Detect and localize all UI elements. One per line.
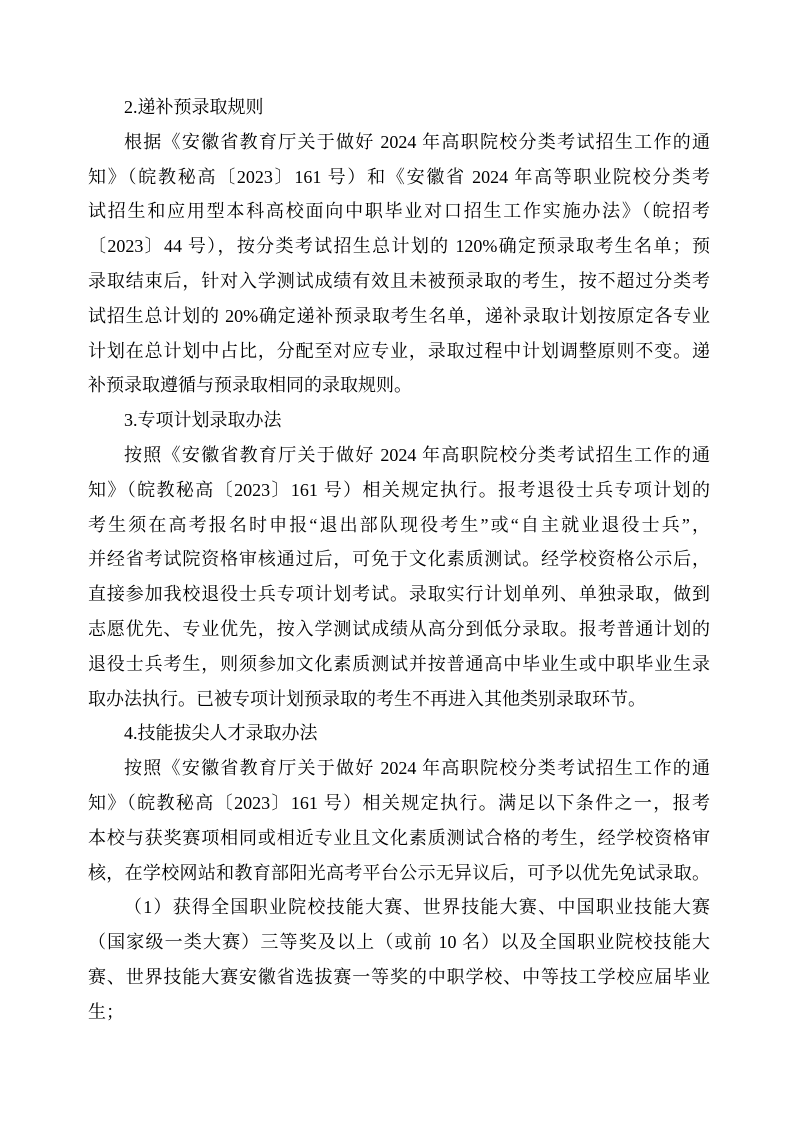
text-line: 4.技能拔尖人才录取办法 xyxy=(124,723,318,744)
text-line: 并经省考试院资格审核通过后，可免于文化素质测试。经学校资格公示后， xyxy=(88,549,710,570)
text-line: 本校与获奖赛项相同或相近专业且文化素质测试合格的考生，经学校资格审 xyxy=(88,827,710,848)
text-line: 生； xyxy=(88,1001,124,1022)
text-line: 直接参加我校退役士兵专项计划考试。录取实行计划单列、单独录取，做到 xyxy=(88,584,710,605)
text-line: 试招生总计划的 20%确定递补预录取考生名单，递补录取计划按原定各专业 xyxy=(88,305,710,326)
text-line: 按照《安徽省教育厅关于做好 2024 年高职院校分类考试招生工作的通 xyxy=(124,758,710,779)
text-line: 知》（皖教秘高〔2023〕161 号）和《安徽省 2024 年高等职业院校分类考 xyxy=(88,166,710,187)
text-line: （国家级一类大赛）三等奖及以上（或前 10 名）以及全国职业院校技能大 xyxy=(88,932,710,953)
text-line: 核，在学校网站和教育部阳光高考平台公示无异议后，可予以优先免试录取。 xyxy=(88,862,710,883)
text-block xyxy=(88,90,710,1030)
text-line: 考生须在高考报名时申报“退出部队现役考生”或“自主就业退役士兵”， xyxy=(88,514,710,535)
text-line: 赛、世界技能大赛安徽省选拔赛一等奖的中职学校、中等技工学校应届毕业 xyxy=(88,966,710,987)
text-line: 录取结束后，针对入学测试成绩有效且未被预录取的考生，按不超过分类考 xyxy=(88,270,710,291)
text-line: 退役士兵考生，则须参加文化素质测试并按普通高中毕业生或中职毕业生录 xyxy=(88,653,710,674)
text-line: 2.递补预录取规则 xyxy=(124,97,264,117)
text-line: 志愿优先、专业优先，按入学测试成绩从高分到低分录取。报考普通计划的 xyxy=(88,618,710,639)
text-line: 知》（皖教秘高〔2023〕161 号）相关规定执行。满足以下条件之一，报考 xyxy=(88,792,710,813)
text-line: 试招生和应用型本科高校面向中职毕业对口招生工作实施办法》（皖招考 xyxy=(88,201,710,222)
text-line: 根据《安徽省教育厅关于做好 2024 年高职院校分类考试招生工作的通 xyxy=(124,131,710,152)
text-line: （1）获得全国职业院校技能大赛、世界技能大赛、中国职业技能大赛 xyxy=(124,897,710,918)
text-line: 计划在总计划中占比，分配至对应专业，录取过程中计划调整原则不变。递 xyxy=(88,340,710,361)
text-line: 取办法执行。已被专项计划预录取的考生不再进入其他类别录取环节。 xyxy=(88,688,646,709)
text-line: 3.专项计划录取办法 xyxy=(124,410,282,431)
text-line: 按照《安徽省教育厅关于做好 2024 年高职院校分类考试招生工作的通 xyxy=(124,444,710,465)
text-line: 知》（皖教秘高〔2023〕161 号）相关规定执行。报考退役士兵专项计划的 xyxy=(88,479,710,500)
text-line: 补预录取遵循与预录取相同的录取规则。 xyxy=(88,375,412,396)
text-line: 〔2023〕44 号），按分类考试招生总计划的 120%确定预录取考生名单；预 xyxy=(88,236,710,257)
